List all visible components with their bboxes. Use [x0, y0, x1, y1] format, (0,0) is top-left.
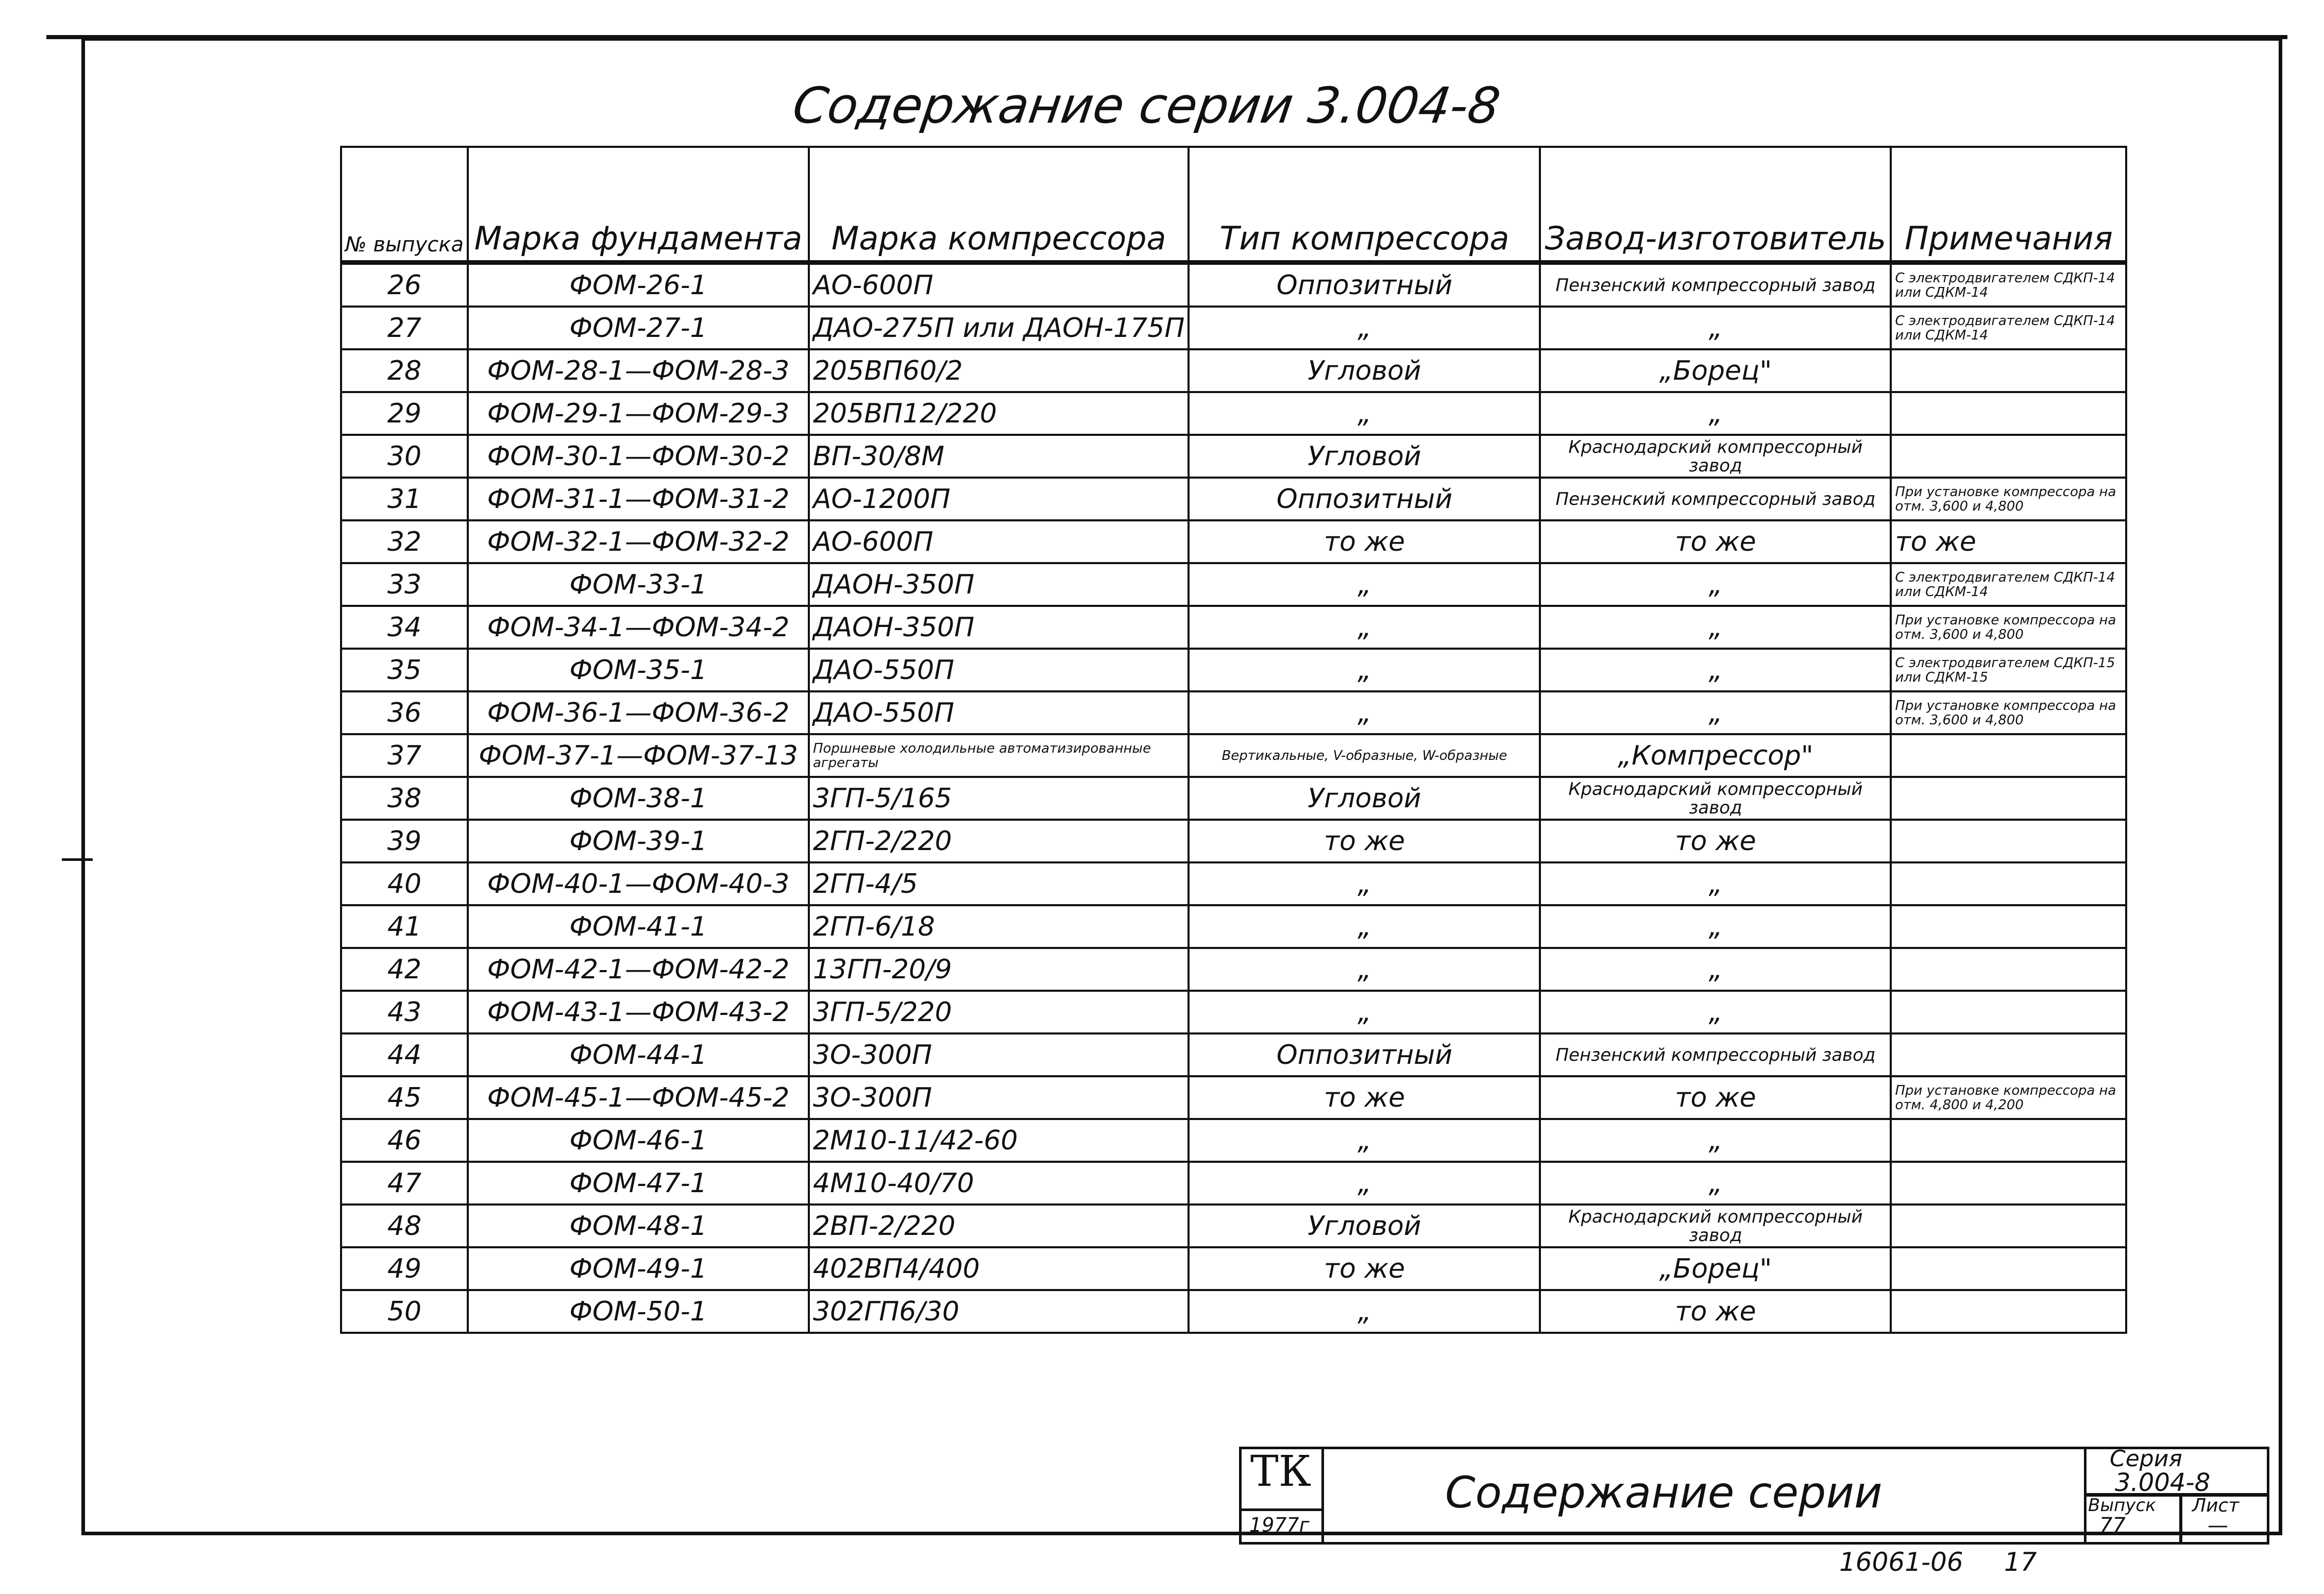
header-issue-number: № выпуска: [341, 147, 468, 263]
table-row: [341, 606, 2126, 649]
manufacturer-cell: Пензенский компрессорный завод: [1540, 263, 1891, 307]
foundation-mark-cell: ФОМ-43-1—ФОМ-43-2: [468, 991, 809, 1033]
compressor-mark-cell: 3О-300П: [809, 1033, 1189, 1076]
compressor-mark-cell: 4М10-40/70: [809, 1162, 1189, 1205]
note-cell: то же: [1891, 520, 2126, 563]
note-cell: [1891, 1205, 2126, 1247]
compressor-type-cell: „: [1189, 1290, 1540, 1333]
note-cell: [1891, 349, 2126, 392]
table-row: [341, 1290, 2126, 1333]
compressor-mark-cell: 2ГП-4/5: [809, 862, 1189, 905]
compressor-mark-cell: 13ГП-20/9: [809, 948, 1189, 991]
foundation-mark-cell: ФОМ-28-1—ФОМ-28-3: [468, 349, 809, 392]
issue-number-cell: 50: [341, 1290, 468, 1333]
issue-number-cell: 39: [341, 820, 468, 862]
manufacturer-cell: то же: [1540, 1290, 1891, 1333]
compressor-type-cell: то же: [1189, 520, 1540, 563]
foundation-mark-cell: ФОМ-33-1: [468, 563, 809, 606]
compressor-mark-cell: АО-600П: [809, 263, 1189, 307]
compressor-mark-cell: 2ВП-2/220: [809, 1205, 1189, 1247]
compressor-mark-cell: ДАОН-350П: [809, 606, 1189, 649]
compressor-type-cell: то же: [1189, 1247, 1540, 1290]
note-cell: С электродвигателем СДКП-14 или СДКМ-14: [1891, 307, 2126, 349]
org-mark: ТК: [1250, 1447, 1312, 1496]
manufacturer-cell: Краснодарский компрессорный завод: [1540, 435, 1891, 478]
table-row: [341, 1247, 2126, 1290]
compressor-type-cell: „: [1189, 392, 1540, 435]
foundation-mark-cell: ФОМ-36-1—ФОМ-36-2: [468, 691, 809, 734]
note-cell: [1891, 777, 2126, 820]
header-manufacturer: Завод-изготовитель: [1540, 147, 1891, 263]
table-row: [341, 263, 2126, 307]
issue-number-cell: 26: [341, 263, 468, 307]
compressor-mark-cell: ДАОН-350П: [809, 563, 1189, 606]
manufacturer-cell: Пензенский компрессорный завод: [1540, 1033, 1891, 1076]
title-block: [1239, 1447, 2269, 1545]
compressor-type-cell: Оппозитный: [1189, 263, 1540, 307]
note-cell: [1891, 820, 2126, 862]
note-cell: [1891, 1162, 2126, 1205]
issue-number-cell: 43: [341, 991, 468, 1033]
issue-number-cell: 45: [341, 1076, 468, 1119]
issue-number-cell: 41: [341, 905, 468, 948]
compressor-mark-cell: Поршневые холодильные автоматизированные агрегаты: [809, 734, 1189, 777]
manufacturer-cell: „: [1540, 1119, 1891, 1162]
manufacturer-cell: „Борец": [1540, 349, 1891, 392]
margin-tick: [62, 858, 93, 861]
compressor-type-cell: „: [1189, 1119, 1540, 1162]
contents-table: [340, 146, 2127, 1334]
compressor-type-cell: „: [1189, 563, 1540, 606]
compressor-mark-cell: 302ГП6/30: [809, 1290, 1189, 1333]
manufacturer-cell: „: [1540, 862, 1891, 905]
compressor-mark-cell: 205ВП12/220: [809, 392, 1189, 435]
issue-number-cell: 38: [341, 777, 468, 820]
manufacturer-cell: „: [1540, 991, 1891, 1033]
compressor-type-cell: „: [1189, 905, 1540, 948]
document-title: Содержание серии 3.004-8: [789, 77, 1504, 134]
compressor-type-cell: „: [1189, 991, 1540, 1033]
foundation-mark-cell: ФОМ-31-1—ФОМ-31-2: [468, 478, 809, 520]
foundation-mark-cell: ФОМ-34-1—ФОМ-34-2: [468, 606, 809, 649]
manufacturer-cell: то же: [1540, 820, 1891, 862]
table-row: [341, 435, 2126, 478]
table-row: [341, 392, 2126, 435]
table-row: [341, 777, 2126, 820]
manufacturer-cell: то же: [1540, 520, 1891, 563]
compressor-type-cell: Угловой: [1189, 1205, 1540, 1247]
compressor-mark-cell: 2ГП-2/220: [809, 820, 1189, 862]
manufacturer-cell: „: [1540, 307, 1891, 349]
compressor-type-cell: то же: [1189, 1076, 1540, 1119]
manufacturer-cell: „: [1540, 649, 1891, 691]
issue-number-cell: 44: [341, 1033, 468, 1076]
issue-number-cell: 29: [341, 392, 468, 435]
note-cell: [1891, 1290, 2126, 1333]
table-row: [341, 1205, 2126, 1247]
manufacturer-cell: „: [1540, 948, 1891, 991]
manufacturer-cell: „: [1540, 691, 1891, 734]
table-row: [341, 520, 2126, 563]
manufacturer-cell: Пензенский компрессорный завод: [1540, 478, 1891, 520]
note-cell: [1891, 948, 2126, 991]
table-row: [341, 1119, 2126, 1162]
foundation-mark-cell: ФОМ-30-1—ФОМ-30-2: [468, 435, 809, 478]
note-cell: [1891, 1247, 2126, 1290]
compressor-mark-cell: ДАО-550П: [809, 649, 1189, 691]
compressor-mark-cell: АО-1200П: [809, 478, 1189, 520]
table-row: [341, 1162, 2126, 1205]
foundation-mark-cell: ФОМ-26-1: [468, 263, 809, 307]
manufacturer-cell: „: [1540, 563, 1891, 606]
compressor-mark-cell: 3ГП-5/165: [809, 777, 1189, 820]
manufacturer-cell: то же: [1540, 1076, 1891, 1119]
compressor-mark-cell: ВП-30/8М: [809, 435, 1189, 478]
compressor-mark-cell: 3О-300П: [809, 1076, 1189, 1119]
table-row: [341, 862, 2126, 905]
manufacturer-cell: Краснодарский компрессорный завод: [1540, 1205, 1891, 1247]
table-row: [341, 1076, 2126, 1119]
foundation-mark-cell: ФОМ-42-1—ФОМ-42-2: [468, 948, 809, 991]
table-header-row: [341, 147, 2126, 263]
note-cell: При установке компрессора на отм. 3,600 и 4,800: [1891, 478, 2126, 520]
series-label: Серия: [2110, 1446, 2182, 1472]
year-text: 1977г: [1249, 1514, 1310, 1536]
table-row: [341, 649, 2126, 691]
compressor-type-cell: Оппозитный: [1189, 478, 1540, 520]
compressor-mark-cell: 3ГП-5/220: [809, 991, 1189, 1033]
issue-number-cell: 36: [341, 691, 468, 734]
note-cell: [1891, 1119, 2126, 1162]
page-number: 17: [2004, 1547, 2037, 1577]
compressor-type-cell: „: [1189, 1162, 1540, 1205]
compressor-mark-cell: ДАО-275П или ДАОН-175П: [809, 307, 1189, 349]
note-cell: При установке компрессора на отм. 3,600 и 4,800: [1891, 606, 2126, 649]
table-row: [341, 734, 2126, 777]
compressor-mark-cell: 205ВП60/2: [809, 349, 1189, 392]
issue-number-cell: 31: [341, 478, 468, 520]
compressor-mark-cell: 402ВП4/400: [809, 1247, 1189, 1290]
manufacturer-cell: „: [1540, 392, 1891, 435]
foundation-mark-cell: ФОМ-32-1—ФОМ-32-2: [468, 520, 809, 563]
table-row: [341, 563, 2126, 606]
compressor-type-cell: „: [1189, 862, 1540, 905]
header-foundation: Марка фундамента: [468, 147, 809, 263]
issue-number-cell: 34: [341, 606, 468, 649]
table-row: [341, 349, 2126, 392]
note-cell: С электродвигателем СДКП-15 или СДКМ-15: [1891, 649, 2126, 691]
compressor-mark-cell: ДАО-550П: [809, 691, 1189, 734]
foundation-mark-cell: ФОМ-48-1: [468, 1205, 809, 1247]
issue-number-cell: 37: [341, 734, 468, 777]
compressor-type-cell: Вертикальные, V-образные, W-образные: [1189, 734, 1540, 777]
compressor-mark-cell: 2М10-11/42-60: [809, 1119, 1189, 1162]
manufacturer-cell: „: [1540, 606, 1891, 649]
foundation-mark-cell: ФОМ-37-1—ФОМ-37-13: [468, 734, 809, 777]
foundation-mark-cell: ФОМ-38-1: [468, 777, 809, 820]
note-cell: [1891, 905, 2126, 948]
issue-number-cell: 47: [341, 1162, 468, 1205]
issue-number-cell: 27: [341, 307, 468, 349]
foundation-mark-cell: ФОМ-50-1: [468, 1290, 809, 1333]
table-row: [341, 691, 2126, 734]
series-number: 3.004-8: [2115, 1468, 2211, 1497]
foundation-mark-cell: ФОМ-39-1: [468, 820, 809, 862]
compressor-type-cell: Угловой: [1189, 349, 1540, 392]
compressor-type-cell: „: [1189, 307, 1540, 349]
issue-number-cell: 48: [341, 1205, 468, 1247]
foundation-mark-cell: ФОМ-46-1: [468, 1119, 809, 1162]
manufacturer-cell: „Борец": [1540, 1247, 1891, 1290]
compressor-mark-cell: АО-600П: [809, 520, 1189, 563]
foundation-mark-cell: ФОМ-40-1—ФОМ-40-3: [468, 862, 809, 905]
foundation-mark-cell: ФОМ-45-1—ФОМ-45-2: [468, 1076, 809, 1119]
issue-number-cell: 40: [341, 862, 468, 905]
sheet-label: Лист: [2192, 1495, 2240, 1516]
compressor-mark-cell: 2ГП-6/18: [809, 905, 1189, 948]
issue-label: Выпуск: [2088, 1495, 2156, 1516]
compressor-type-cell: Оппозитный: [1189, 1033, 1540, 1076]
issue-number-cell: 32: [341, 520, 468, 563]
foundation-mark-cell: ФОМ-47-1: [468, 1162, 809, 1205]
note-cell: [1891, 734, 2126, 777]
manufacturer-cell: „: [1540, 905, 1891, 948]
compressor-type-cell: Угловой: [1189, 435, 1540, 478]
document-code: 16061-06: [1839, 1547, 1963, 1577]
issue-number-cell: 28: [341, 349, 468, 392]
table-body: [341, 263, 2126, 1333]
note-cell: С электродвигателем СДКП-14 или СДКМ-14: [1891, 263, 2126, 307]
note-cell: При установке компрессора на отм. 4,800 и 4,200: [1891, 1076, 2126, 1119]
compressor-type-cell: „: [1189, 691, 1540, 734]
table-row: [341, 991, 2126, 1033]
compressor-type-cell: то же: [1189, 820, 1540, 862]
sheet-number: —: [2208, 1514, 2228, 1537]
issue-number-cell: 46: [341, 1119, 468, 1162]
compressor-type-cell: „: [1189, 649, 1540, 691]
foundation-mark-cell: ФОМ-29-1—ФОМ-29-3: [468, 392, 809, 435]
foundation-mark-cell: ФОМ-41-1: [468, 905, 809, 948]
issue-number: 77: [2099, 1514, 2126, 1537]
note-cell: [1891, 1033, 2126, 1076]
issue-number-cell: 35: [341, 649, 468, 691]
manufacturer-cell: „: [1540, 1162, 1891, 1205]
foundation-mark-cell: ФОМ-44-1: [468, 1033, 809, 1076]
manufacturer-cell: „Компрессор": [1540, 734, 1891, 777]
note-cell: [1891, 392, 2126, 435]
note-cell: [1891, 862, 2126, 905]
issue-number-cell: 49: [341, 1247, 468, 1290]
table-row: [341, 478, 2126, 520]
issue-number-cell: 42: [341, 948, 468, 991]
foundation-mark-cell: ФОМ-49-1: [468, 1247, 809, 1290]
note-cell: При установке компрессора на отм. 3,600 и 4,800: [1891, 691, 2126, 734]
header-compressor: Марка компрессора: [809, 147, 1189, 263]
header-compressor-type: Тип компрессора: [1189, 147, 1540, 263]
table-row: [341, 905, 2126, 948]
table-row: [341, 820, 2126, 862]
compressor-type-cell: Угловой: [1189, 777, 1540, 820]
foundation-mark-cell: ФОМ-35-1: [468, 649, 809, 691]
compressor-type-cell: „: [1189, 606, 1540, 649]
note-cell: [1891, 991, 2126, 1033]
manufacturer-cell: Краснодарский компрессорный завод: [1540, 777, 1891, 820]
table-row: [341, 307, 2126, 349]
header-notes: Примечания: [1891, 147, 2126, 263]
compressor-type-cell: „: [1189, 948, 1540, 991]
table-row: [341, 1033, 2126, 1076]
issue-number-cell: 33: [341, 563, 468, 606]
table-row: [341, 948, 2126, 991]
foundation-mark-cell: ФОМ-27-1: [468, 307, 809, 349]
title-block-title: Содержание серии: [1445, 1467, 1882, 1518]
issue-number-cell: 30: [341, 435, 468, 478]
note-cell: [1891, 435, 2126, 478]
note-cell: С электродвигателем СДКП-14 или СДКМ-14: [1891, 563, 2126, 606]
